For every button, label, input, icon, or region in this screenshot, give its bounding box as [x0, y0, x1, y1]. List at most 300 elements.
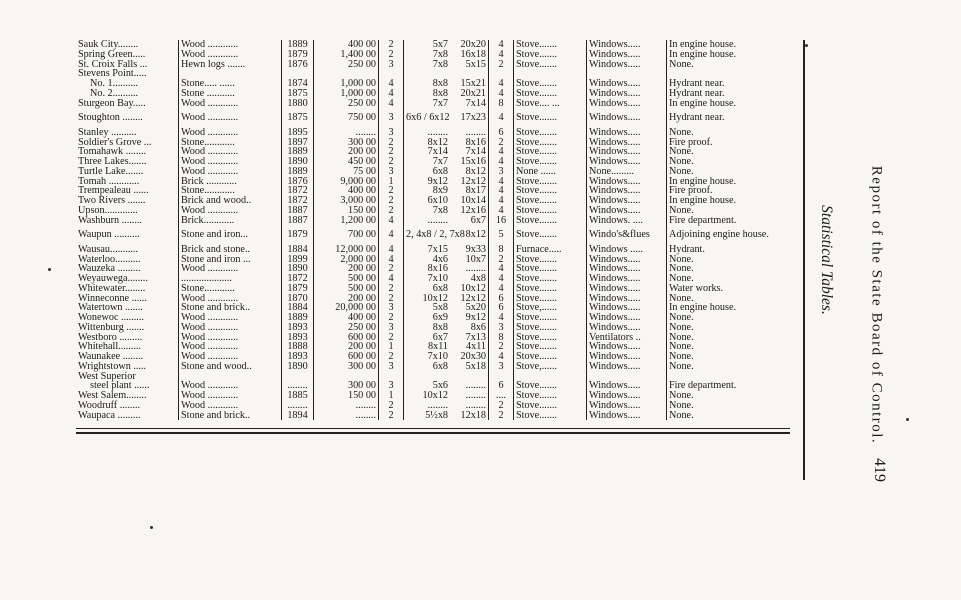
- cell-material: Stone ...........: [179, 89, 282, 99]
- cell-light: Windows.....: [587, 323, 667, 333]
- cell-n1: 4: [379, 79, 404, 89]
- cell-n2: 4: [489, 40, 514, 50]
- cell-size-b: 12x16: [460, 204, 486, 216]
- cell-material: Wood ............: [179, 323, 282, 333]
- cell-year: 1887: [282, 206, 314, 216]
- cell-n2: 2: [489, 255, 514, 265]
- cell-remark: Fire proof.: [667, 138, 802, 148]
- cell-size-a: 7x15: [404, 245, 451, 255]
- cell-n1: 2: [379, 264, 404, 274]
- cell-cost: 300 00: [314, 138, 379, 148]
- cell-n1: 3: [379, 323, 404, 333]
- cell-size-b: 4x11: [466, 341, 486, 353]
- cell-cost: ........: [314, 401, 379, 411]
- cell-size-a: 8x11: [404, 342, 451, 352]
- cell-n1: 4: [379, 99, 404, 109]
- cell-material: Wood ............: [179, 313, 282, 323]
- cell-material: Stone and wood..: [179, 362, 282, 372]
- cell-year: 1876: [282, 60, 314, 70]
- cell-n2: 4: [489, 264, 514, 274]
- cell-light: Windows.....: [587, 40, 667, 50]
- cell-material: Hewn logs .......: [179, 60, 282, 70]
- cell-place: Wausau...........: [78, 243, 139, 255]
- cell-n1: 3: [379, 303, 404, 313]
- cell-remark: None.: [667, 206, 802, 216]
- cell-material: Brick and wood..: [179, 196, 282, 206]
- cell-size-b: ........: [465, 263, 486, 275]
- cell-n1: 3: [379, 128, 404, 138]
- cell-n2: 4: [489, 313, 514, 323]
- cell-material: Wood ............: [179, 167, 282, 177]
- cell-light: Windows.....: [587, 313, 667, 323]
- cell-place: West Superior: [78, 370, 136, 382]
- cell-light: Windows.....: [587, 147, 667, 157]
- cell-year: 1875: [282, 108, 314, 128]
- cell-size-a: 10x12: [404, 391, 451, 401]
- cell-n2: 8: [489, 245, 514, 255]
- cell-n1: 2: [379, 401, 404, 411]
- cell-cost: 500 00: [314, 284, 379, 294]
- cell-remark: Fire proof.: [667, 186, 802, 196]
- cell-place: Sauk City........: [78, 39, 139, 50]
- cell-cost: ........: [314, 128, 379, 138]
- cell-year: 1893: [282, 352, 314, 362]
- cell-place: Three Lakes.......: [78, 156, 147, 167]
- cell-cost: 2,000 00: [314, 255, 379, 265]
- cell-year: 1889: [282, 313, 314, 323]
- cell-place: Waterloo..........: [78, 253, 141, 265]
- cell-n2: 4: [489, 89, 514, 99]
- cell-size-a: 5½x8: [404, 411, 451, 421]
- cell-remark: None.: [667, 391, 802, 401]
- cell-material: Brick and stone..: [179, 245, 282, 255]
- cell-year: 1885: [282, 391, 314, 401]
- cell-cost: 250 00: [314, 99, 379, 109]
- cell-size-b: 5x15: [465, 58, 486, 70]
- ink-speck: [805, 44, 808, 47]
- cell-material: Wood ............: [179, 157, 282, 167]
- cell-place: Watertown .......: [78, 302, 143, 314]
- cell-n1: 2: [379, 157, 404, 167]
- cell-size-b: 8x6: [470, 321, 486, 333]
- cell-light: Windo's&flues: [587, 225, 667, 245]
- cell-year: 1895: [282, 128, 314, 138]
- cell-n1: 2: [379, 138, 404, 148]
- cell-n2: 6: [489, 303, 514, 313]
- cell-light: Windows.....: [587, 255, 667, 265]
- cell-heat: Stove.......: [514, 352, 587, 362]
- cell-remark: Adjoining engine house.: [667, 225, 802, 245]
- cell-place: Stoughton ........: [78, 112, 143, 124]
- cell-cost: 600 00: [314, 333, 379, 343]
- cell-n2: 4: [489, 108, 514, 128]
- cell-size-a: 6x7: [404, 333, 451, 343]
- cell-n1: 3: [379, 167, 404, 177]
- table-row: [76, 60, 801, 70]
- cell-size-a: 7x10: [404, 352, 451, 362]
- cell-light: Windows.....: [587, 294, 667, 304]
- cell-cost: 1,000 00: [314, 89, 379, 99]
- cell-n2: 3: [489, 167, 514, 177]
- cell-heat: Stove.......: [514, 216, 587, 226]
- cell-light: Windows.....: [587, 79, 667, 89]
- cell-material: Stone..... ......: [179, 79, 282, 89]
- cell-cost: 1,000 00: [314, 79, 379, 89]
- cell-material: Wood ............: [179, 294, 282, 304]
- cell-place: Two Rivers .......: [78, 195, 146, 206]
- table-row: [76, 225, 801, 245]
- cell-n1: 4: [379, 255, 404, 265]
- cell-place: Waupun ..........: [78, 229, 140, 241]
- cell-place: Stevens Point.....: [78, 68, 147, 80]
- cell-size-a: ........: [404, 216, 451, 226]
- cell-light: Windows.....: [587, 352, 667, 362]
- cell-remark: Hydrant near.: [667, 108, 802, 128]
- cell-material: Wood ............: [179, 50, 282, 60]
- cell-heat: Stove.......: [514, 225, 587, 245]
- cell-year: 1874: [282, 79, 314, 89]
- cell-n2: 2: [489, 342, 514, 352]
- cell-material: Stone............: [179, 138, 282, 148]
- cell-year: 1872: [282, 186, 314, 196]
- cell-heat: Stove.... ...: [514, 99, 587, 109]
- cell-year: 1890: [282, 362, 314, 372]
- cell-n1: 2: [379, 313, 404, 323]
- cell-cost: 150 00: [314, 391, 379, 401]
- cell-size-b: 9x12: [465, 312, 486, 323]
- cell-heat: Stove.......: [514, 391, 587, 401]
- cell-size-a: 8x8: [404, 89, 451, 99]
- cell-size-a: 8x12: [404, 138, 451, 148]
- cell-year: 1899: [282, 255, 314, 265]
- statistics-table-body: [76, 40, 801, 420]
- cell-place: Wonewoc .........: [78, 312, 144, 323]
- cell-heat: Stove.......: [514, 89, 587, 99]
- cell-material: ....................: [179, 274, 282, 284]
- cell-place: Tomah ............: [78, 175, 140, 187]
- cell-material: Wood ............: [179, 342, 282, 352]
- cell-light: Windows.....: [587, 128, 667, 138]
- cell-year: 1887: [282, 216, 314, 226]
- cell-remark: Fire department.: [667, 216, 802, 226]
- cell-size-a: 6x6 / 6x12: [404, 108, 451, 128]
- cell-n2: ....: [489, 391, 514, 401]
- cell-heat: Stove.......: [514, 274, 587, 284]
- cell-place: Weyauwega........: [78, 273, 148, 284]
- cell-n1: 2: [379, 40, 404, 50]
- cell-material: Wood ............: [179, 381, 282, 391]
- cell-place: Woodruff ........: [78, 399, 141, 411]
- cell-n2: 4: [489, 50, 514, 60]
- cell-year: 1889: [282, 167, 314, 177]
- cell-heat: Stove.......: [514, 79, 587, 89]
- cell-size-a: 8x8: [404, 323, 451, 333]
- cell-size-b: 8x12: [465, 165, 486, 177]
- cell-heat: Stove.......: [514, 138, 587, 148]
- cell-place: Soldier's Grove ...: [78, 136, 152, 148]
- cell-material: Stone............: [179, 186, 282, 196]
- cell-n2: 2: [489, 60, 514, 70]
- cell-material: Stone and brick..: [179, 411, 282, 421]
- cell-cost: 20,000 00: [314, 303, 379, 313]
- section-title: Statistical Tables.: [818, 205, 835, 315]
- cell-n1: 2: [379, 411, 404, 421]
- cell-heat: None ......: [514, 167, 587, 177]
- cell-size-b: 7x13: [465, 331, 486, 343]
- cell-size-a: 6x8: [404, 362, 451, 372]
- cell-size-b: 20x21: [460, 87, 486, 99]
- cell-year: ........: [282, 381, 314, 391]
- cell-light: Windows.....: [587, 284, 667, 294]
- cell-remark: None.: [667, 342, 802, 352]
- cell-remark: None.: [667, 313, 802, 323]
- cell-light: None.........: [587, 167, 667, 177]
- cell-heat: Stove.......: [514, 411, 587, 421]
- cell-size-a: 6x10: [404, 196, 451, 206]
- cell-n1: 2: [379, 333, 404, 343]
- cell-place: Whitehall.........: [78, 341, 142, 353]
- cell-n2: 6: [489, 294, 514, 304]
- cell-year: 1897: [282, 138, 314, 148]
- cell-remark: Hydrant near.: [667, 79, 802, 89]
- cell-remark: None.: [667, 411, 802, 421]
- cell-n2: 3: [489, 362, 514, 372]
- cell-place: Trempealeau ......: [78, 185, 149, 197]
- cell-year: 1876: [282, 177, 314, 187]
- cell-material: Wood ............: [179, 99, 282, 109]
- cell-light: Windows.....: [587, 89, 667, 99]
- cell-n1: 2: [379, 352, 404, 362]
- cell-n2: 8: [489, 99, 514, 109]
- cell-place: Stanley ..........: [78, 126, 137, 138]
- cell-n2: 6: [489, 128, 514, 138]
- cell-remark: None.: [667, 274, 802, 284]
- cell-cost: 750 00: [314, 108, 379, 128]
- cell-size-a: 7x14: [404, 147, 451, 157]
- cell-year: 1893: [282, 333, 314, 343]
- cell-light: Windows.....: [587, 381, 667, 391]
- cell-year: 1872: [282, 274, 314, 284]
- ink-speck: [150, 526, 153, 529]
- cell-light: Windows.....: [587, 108, 667, 128]
- cell-n1: 4: [379, 89, 404, 99]
- cell-remark: Hydrant.: [667, 245, 802, 255]
- cell-place: Wittenburg .......: [78, 321, 145, 333]
- cell-material: Wood ............: [179, 352, 282, 362]
- cell-size-b: 20x30: [460, 351, 486, 362]
- cell-n1: 4: [379, 216, 404, 226]
- cell-size-a: 10x12: [404, 294, 451, 304]
- cell-size-a: 8x8: [404, 79, 451, 89]
- cell-size-a: 8x9: [404, 186, 451, 196]
- cell-light: Windows.....: [587, 401, 667, 411]
- cell-place: steel plant ......: [90, 380, 150, 392]
- cell-size-a: 2, 4x8 / 2, 7x8: [404, 225, 451, 245]
- cell-cost: 400 00: [314, 40, 379, 50]
- cell-light: Windows.....: [587, 411, 667, 421]
- cell-year: 1894: [282, 411, 314, 421]
- cell-year: 1888: [282, 342, 314, 352]
- cell-remark: Hydrant near.: [667, 89, 802, 99]
- table-row: [76, 411, 801, 421]
- cell-light: Windows.....: [587, 342, 667, 352]
- cell-year: ........: [282, 401, 314, 411]
- cell-remark: None.: [667, 167, 802, 177]
- cell-n2: 6: [489, 381, 514, 391]
- cell-size-a: 7x8: [404, 50, 451, 60]
- cell-size-a: 5x7: [404, 40, 451, 50]
- cell-n2: 4: [489, 157, 514, 167]
- table-row: [76, 99, 801, 109]
- cell-n2: 16: [489, 216, 514, 226]
- cell-light: Windows.....: [587, 362, 667, 372]
- cell-heat: Stove.......: [514, 206, 587, 216]
- cell-heat: Stove.......: [514, 177, 587, 187]
- cell-place: West Salem........: [78, 390, 147, 401]
- cell-n2: 4: [489, 186, 514, 196]
- cell-cost: 12,000 00: [314, 245, 379, 255]
- cell-place: Washburn ........: [78, 214, 142, 226]
- cell-heat: Stove.......: [514, 60, 587, 70]
- cell-remark: None.: [667, 128, 802, 138]
- cell-heat: Stove,......: [514, 303, 587, 313]
- cell-cost: 450 00: [314, 157, 379, 167]
- cell-size-b: 20x20: [460, 39, 486, 50]
- cell-cost: 1,200 00: [314, 216, 379, 226]
- cell-size-a: 7x7: [404, 157, 451, 167]
- cell-n1: 3: [379, 60, 404, 70]
- cell-size-a: 6x8: [404, 284, 451, 294]
- cell-n1: 4: [379, 245, 404, 255]
- cell-size-b: 8x12: [465, 229, 486, 241]
- cell-cost: 300 00: [314, 362, 379, 372]
- cell-heat: Stove.......: [514, 157, 587, 167]
- cell-size-b: 7x14: [465, 146, 486, 158]
- cell-remark: In engine house.: [667, 50, 802, 60]
- cell-cost: 500 00: [314, 274, 379, 284]
- cell-size-a: 7x7: [404, 99, 451, 109]
- cell-place: Waunakee ........: [78, 351, 144, 362]
- cell-size-b: 7x14: [465, 97, 486, 109]
- cell-place: Winneconne ......: [78, 292, 147, 304]
- cell-place: Whitewater........: [78, 282, 146, 294]
- cell-n1: 2: [379, 206, 404, 216]
- cell-place: Wrightstown .....: [78, 360, 147, 372]
- cell-n2: 4: [489, 147, 514, 157]
- table-row: [76, 108, 801, 128]
- cell-remark: None.: [667, 401, 802, 411]
- cell-place: No. 1..........: [90, 78, 139, 89]
- cell-remark: None.: [667, 255, 802, 265]
- cell-cost: 200 00: [314, 294, 379, 304]
- cell-material: Wood ............: [179, 40, 282, 50]
- cell-cost: 250 00: [314, 60, 379, 70]
- cell-remark: Water works.: [667, 284, 802, 294]
- cell-size-a: 6x9: [404, 313, 451, 323]
- cell-light: Windows.....: [587, 138, 667, 148]
- cell-cost: 9,000 00: [314, 177, 379, 187]
- cell-size-b: 12x18: [460, 409, 486, 421]
- cell-light: Windows .....: [587, 245, 667, 255]
- cell-remark: In engine house.: [667, 177, 802, 187]
- cell-size-b: 15x21: [460, 78, 486, 89]
- cell-cost: 200 00: [314, 342, 379, 352]
- table-bottom-rule-thick: [76, 432, 790, 434]
- cell-size-b: ........: [465, 399, 486, 411]
- cell-remark: None.: [667, 294, 802, 304]
- cell-remark: None.: [667, 147, 802, 157]
- cell-size-a: 5x6: [404, 381, 451, 391]
- cell-place: Sturgeon Bay.....: [78, 97, 146, 109]
- cell-remark: In engine house.: [667, 303, 802, 313]
- cell-heat: Stove.......: [514, 323, 587, 333]
- margin-rule: [803, 40, 805, 480]
- cell-size-b: 10x7: [465, 253, 486, 265]
- ink-speck: [48, 268, 51, 271]
- cell-n1: 4: [379, 274, 404, 284]
- table-bottom-rule: [76, 428, 790, 429]
- cell-n1: 2: [379, 147, 404, 157]
- cell-place: Spring Green.....: [78, 48, 146, 60]
- cell-n1: 2: [379, 50, 404, 60]
- cell-size-b: 16x18: [460, 48, 486, 60]
- cell-cost: 200 00: [314, 147, 379, 157]
- cell-size-b: 9x33: [465, 243, 486, 255]
- cell-cost: 600 00: [314, 352, 379, 362]
- page-number: 419: [871, 458, 888, 482]
- cell-year: 1884: [282, 303, 314, 313]
- cell-year: 1875: [282, 89, 314, 99]
- cell-heat: Stove.......: [514, 381, 587, 391]
- ink-speck: [906, 418, 909, 421]
- cell-year: 1879: [282, 225, 314, 245]
- cell-material: Wood ............: [179, 128, 282, 138]
- cell-size-a: 7x8: [404, 206, 451, 216]
- cell-place: Tomahawk ........: [78, 146, 147, 158]
- cell-heat: Stove.......: [514, 255, 587, 265]
- cell-cost: 3,000 00: [314, 196, 379, 206]
- cell-size-a: ........: [404, 401, 451, 411]
- cell-material: Brick ............: [179, 177, 282, 187]
- cell-n1: 4: [379, 225, 404, 245]
- cell-remark: In engine house.: [667, 196, 802, 206]
- cell-place: Wauzeka .........: [78, 263, 141, 275]
- cell-size-a: 5x8: [404, 303, 451, 313]
- cell-light: Windows.....: [587, 157, 667, 167]
- cell-material: Wood ............: [179, 108, 282, 128]
- cell-heat: Stove.......: [514, 147, 587, 157]
- cell-size-a: 7x8: [404, 60, 451, 70]
- cell-material: Wood ............: [179, 333, 282, 343]
- cell-size-a: 4x6: [404, 255, 451, 265]
- cell-size-b: ........: [465, 390, 486, 401]
- cell-heat: Furnace.....: [514, 245, 587, 255]
- cell-remark: None.: [667, 352, 802, 362]
- cell-cost: 1,400 00: [314, 50, 379, 60]
- cell-size-b: 17x23: [460, 112, 486, 124]
- cell-light: Windows.....: [587, 303, 667, 313]
- cell-n1: 3: [379, 362, 404, 372]
- cell-size-a: 8x16: [404, 264, 451, 274]
- cell-year: 1890: [282, 157, 314, 167]
- cell-light: Windows.....: [587, 264, 667, 274]
- cell-remark: In engine house.: [667, 99, 802, 109]
- cell-n1: 2: [379, 294, 404, 304]
- cell-place: Turtle Lake.......: [78, 165, 144, 177]
- cell-heat: Stove.......: [514, 196, 587, 206]
- cell-size-a: 6x8: [404, 167, 451, 177]
- cell-size-b: 12x12: [460, 292, 486, 304]
